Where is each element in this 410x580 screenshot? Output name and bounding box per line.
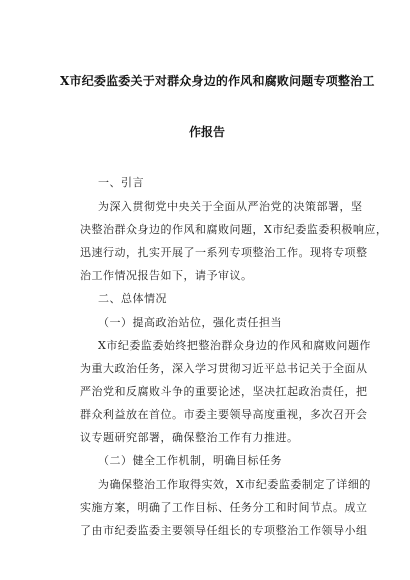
section-heading-overview: 二、总体情况	[98, 292, 167, 305]
section-heading-introduction: 一、引言	[98, 176, 144, 189]
subsection-heading-2: （二）健全工作机制，明确目标任务	[98, 454, 282, 467]
paragraph-line: 了由市纪委监委主要领导任组长的专项整治工作领导小组	[80, 524, 368, 537]
paragraph-line: 为重大政治任务，深入学习贯彻习近平总书记关于全面从	[80, 362, 368, 375]
paragraph-line: 迅速行动，扎实开展了一系列专项整治工作。现将专项整	[80, 246, 368, 259]
paragraph-line: 为深入贯彻党中央关于全面从严治党的决策部署，坚	[98, 200, 363, 213]
paragraph-line: X市纪委监委始终把整治群众身边的作风和腐败问题作	[98, 339, 371, 352]
paragraph-line: 实施方案，明确了工作目标、任务分工和时间节点。成立	[80, 501, 368, 514]
document-title-line-2: 作报告	[189, 125, 226, 139]
paragraph-line: 议专题研究部署，确保整治工作有力推进。	[80, 431, 299, 444]
subsection-heading-1: （一）提高政治站位，强化责任担当	[98, 316, 282, 329]
paragraph-line: 群众利益放在首位。市委主要领导高度重视，多次召开会	[80, 408, 368, 421]
document-title-line-1: X市纪委监委关于对群众身边的作风和腐败问题专项整治工	[60, 74, 375, 88]
paragraph-line: 为确保整治工作取得实效，X市纪委监委制定了详细的	[98, 478, 371, 491]
paragraph-line: 治工作情况报告如下，请予审议。	[80, 269, 253, 282]
paragraph-line: 决整治群众身边的作风和腐败问题，X市纪委监委积极响应，	[80, 223, 388, 236]
paragraph-line: 严治党和反腐败斗争的重要论述，坚决扛起政治责任，把	[80, 385, 368, 398]
